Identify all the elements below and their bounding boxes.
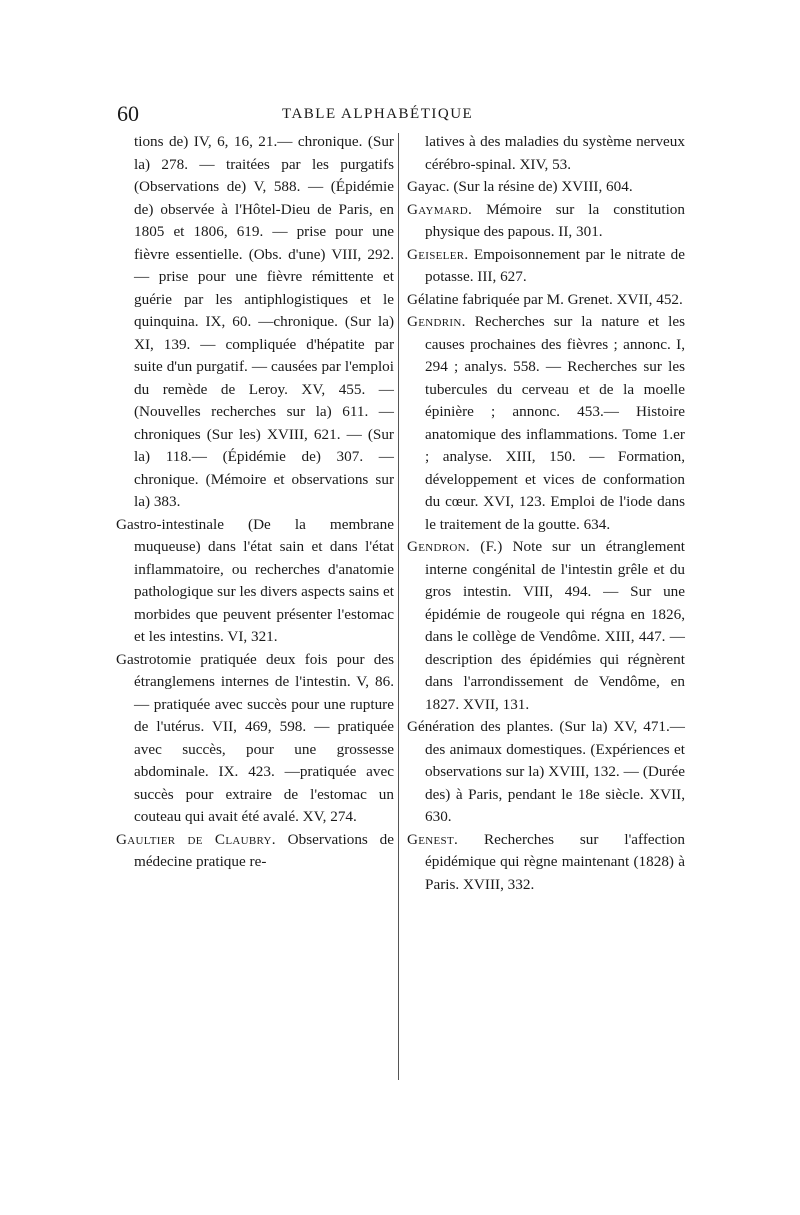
entry-text: latives à des maladies du système nerveux cérébro-spinal. XIV, 53. [425, 133, 685, 173]
index-entry [407, 536, 685, 716]
entry-author-name: Gendron. (F.) [407, 538, 503, 555]
index-entry [407, 289, 685, 312]
entry-author-name: Gendrin. [407, 313, 466, 330]
index-entry [407, 176, 685, 199]
entry-text: Recherches sur l'affection épidémique qui règne maintenant (1828) à Paris. XVIII, 332. [425, 830, 685, 893]
entry-text: Gastrotomie pratiquée deux fois pour des étranglemens internes de l'intestin. V, 86. — pratiquée avec succès pour une rupture de l'utérus. VII, 469, 598. — pratiquée avec succès, pour une grossesse abdominale. IX. 423. —pratiquée avec succès pour extraire de l'estomac un couteau qui avait été avalé. XV, 274. [116, 650, 394, 825]
index-entry [407, 311, 685, 536]
entry-author-name: Gaultier de Claubry. [116, 830, 276, 848]
left-column [116, 131, 394, 874]
entry-author-name: Geiseler. [407, 245, 469, 263]
entry-text: Observations de médecine pratique re- [134, 830, 394, 870]
entry-text: Note sur un étranglement interne congénital de l'intestin grêle et du gros intestin. VIII, 494. — Sur une épidémie de rougeole qui régna en 1826, dans le collège de Vendôme. XIII, 447. — description des épidémies qui régnèrent dans l'arrondissement de Vendôme, en 1827. XVII, 131. [425, 538, 686, 713]
page-number: 60 [117, 101, 139, 126]
running-title: TABLE ALPHABÉTIQUE [282, 106, 474, 122]
entry-text: Empoisonnement par le nitrate de potasse. III, 627. [425, 245, 685, 285]
entry-author-name: Gaymard. [407, 200, 473, 218]
index-entry [116, 649, 394, 829]
index-entry [116, 514, 394, 649]
index-entry [407, 829, 685, 897]
entry-text: Génération des plantes. (Sur la) XV, 471.— des animaux domestiques. (Expériences et observations sur la) XVIII, 132. — (Durée des) à Paris, pendant le 18e siècle. XVII, 630. [407, 718, 685, 825]
index-entry [407, 716, 685, 829]
entry-text: Gélatine fabriquée par M. Grenet. XVII, 452. [407, 290, 683, 308]
entry-text: tions de) IV, 6, 16, 21.— chronique. (Sur la) 278. — traitées par les purgatifs (Observations de) V, 588. — (Épidémie de) observée à l'Hôtel-Dieu de Paris, en 1805 et 1806, 619. — prise pour une fièvre essentielle. (Obs. d'une) VIII, 292.— prise pour une fièvre rémittente et guérie par les antiphlogistiques et le quinquina. IX, 60. —chronique. (Sur la) XI, 139. — compliquée d'hépatite par suite d'un purgatif. — causées par l'emploi du remède de Leroy. XV, 455. — (Nouvelles recherches sur la) 611. — chroniques (Sur les) XVIII, 621. — (Sur la) 118.— (Épidémie de) 307. — chronique. (Mémoire et observations sur la) 383. [134, 133, 394, 510]
index-entry [116, 131, 394, 514]
index-entry [407, 199, 685, 244]
index-entry [407, 244, 685, 289]
entry-text: Mémoire sur la constitution physique des papous. II, 301. [425, 200, 685, 240]
right-column [407, 131, 685, 896]
index-entry [116, 829, 394, 874]
entry-text: Recherches sur la nature et les causes prochaines des fièvres ; annonc. I, 294 ; analys. 558. — Recherches sur les tubercules du cerveau et de la moelle épinière ; annonc. 453.— Histoire anatomique des inflammations. Tome 1.er ; analyse. XIII, 150. — Formation, développement et vices de conformation du cœur. XVI, 123. Emploi de l'iode dans le traitement de la goutte. 634. [425, 313, 685, 533]
entry-text: Gastro-intestinale (De la membrane muqueuse) dans l'état sain et dans l'état inflammatoire, ou recherches d'anatomie pathologique sur les divers aspects sains et morbides que peuvent présenter l'estomac et les intestins. VI, 321. [116, 515, 394, 645]
column-divider [398, 133, 399, 1080]
entry-author-name: Genest. [407, 830, 459, 848]
index-entry [407, 131, 685, 176]
entry-text: Gayac. (Sur la résine de) XVIII, 604. [407, 178, 633, 195]
